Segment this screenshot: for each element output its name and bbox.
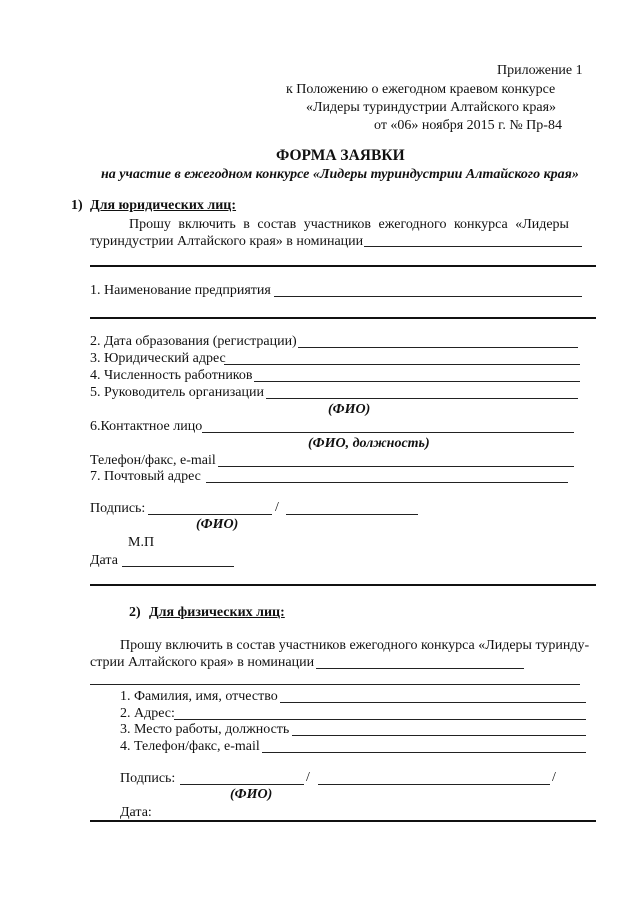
postal-address-field[interactable] [206,482,568,483]
header-line-1: к Положению о ежегодном краевом конкурсе [286,82,556,97]
contact-person-field[interactable] [202,432,574,433]
individual-signature-name-field[interactable] [318,784,550,785]
full-name-label: 1. Фамилия, имя, отчество [120,689,278,704]
divider [90,317,596,319]
appendix-label: Приложение 1 [497,63,583,78]
legal-address-label: 3. Юридический адрес [90,351,226,366]
legal-request-line-2: туриндустрии Алтайского края» в номинации [90,234,364,249]
individual-nomination-field[interactable] [316,668,524,669]
contact-fio-hint: (ФИО, должность) [308,436,430,451]
workplace-field[interactable] [292,735,586,736]
signature-name-field[interactable] [286,514,418,515]
workplace-label: 3. Место работы, должность [120,722,290,737]
individual-request-line-2: стрии Алтайского края» в номинации [90,655,315,670]
individual-request-line-1: Прошу включить в состав участников ежегодного конкурса «Лидеры туринду- [120,638,590,653]
individual-slash-2: / [552,770,556,785]
page-subtitle: на участие в ежегодном конкурсе «Лидеры туриндустрии Алтайского края» [101,167,579,182]
registration-date-field[interactable] [298,347,578,348]
date-label: Дата [90,553,118,568]
page-title: ФОРМА ЗАЯВКИ [276,147,405,164]
stamp-label: М.П [128,535,155,550]
individual-phone-label: 4. Телефон/факс, e-mail [120,739,260,754]
legal-request-line-1: Прошу включить в состав участников ежегодного конкурса «Лидеры [129,217,569,232]
section-1-heading: Для юридических лиц: [90,198,237,213]
individual-phone-field[interactable] [262,752,586,753]
individual-date-label: Дата: [120,805,152,820]
legal-address-field[interactable] [224,364,580,365]
individual-slash-1: / [306,770,310,785]
company-name-label: 1. Наименование предприятия [90,283,271,298]
section-2-heading: Для физических лиц: [149,605,285,620]
individual-date-field[interactable] [90,820,596,822]
address-field[interactable] [174,719,586,720]
divider [90,584,596,586]
employees-label: 4. Численность работников [90,368,253,383]
section-2-number: 2) [129,605,141,620]
signature-fio-hint: (ФИО) [196,517,239,532]
individual-signature-field[interactable] [180,784,304,785]
director-fio-hint: (ФИО) [328,402,371,417]
phone-field[interactable] [218,466,574,467]
phone-label: Телефон/факс, e-mail [90,453,216,468]
director-label: 5. Руководитель организации [90,385,264,400]
contact-person-label: 6.Контактное лицо [90,419,203,434]
individual-signature-label: Подпись: [120,771,176,786]
signature-field[interactable] [148,514,272,515]
individual-fio-hint: (ФИО) [230,787,273,802]
company-name-field[interactable] [274,296,582,297]
signature-label: Подпись: [90,501,146,516]
header-line-3: от «06» ноября 2015 г. № Пр-84 [374,118,562,133]
individual-nomination-field-2[interactable] [90,684,580,685]
date-field[interactable] [122,566,234,567]
registration-date-label: 2. Дата образования (регистрации) [90,334,297,349]
nomination-field[interactable] [364,246,582,247]
full-name-field[interactable] [280,702,586,703]
section-1-number: 1) [71,198,83,213]
signature-slash: / [275,500,279,515]
address-label: 2. Адрес: [120,706,175,721]
postal-address-label: 7. Почтовый адрес [90,469,201,484]
header-line-2: «Лидеры туриндустрии Алтайского края» [306,100,557,115]
employees-field[interactable] [254,381,580,382]
director-field[interactable] [266,398,578,399]
divider [90,265,596,267]
